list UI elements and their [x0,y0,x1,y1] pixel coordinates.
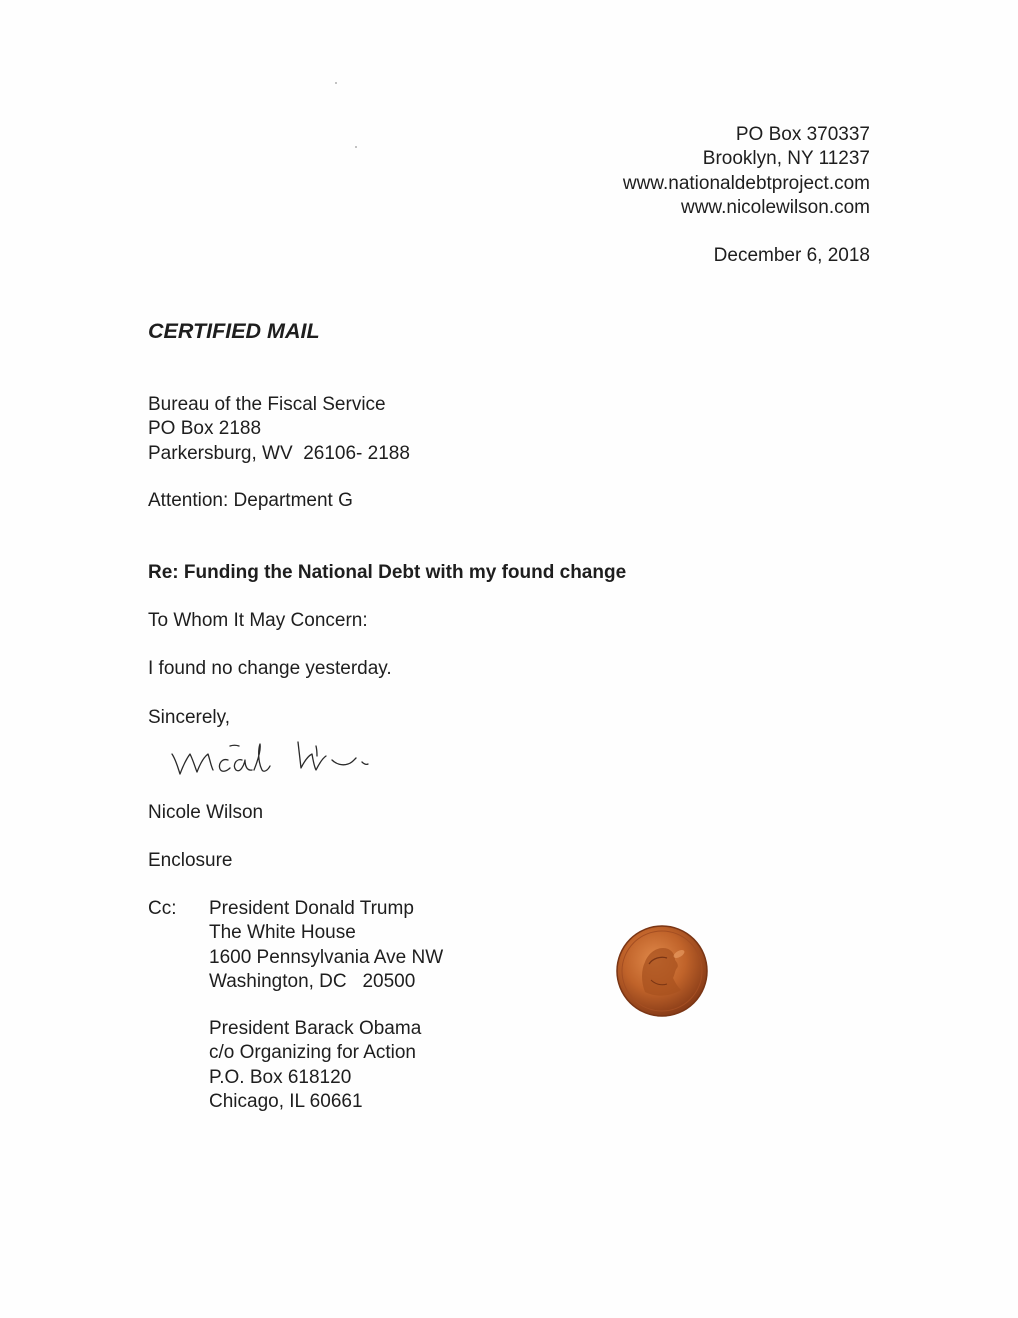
sender-po-box: PO Box 370337 [735,124,870,145]
cc-recipient-street: 1600 Pennsylvania Ave NW [209,946,444,968]
cc-label: Cc: [148,898,177,919]
cc-recipient [209,1017,421,1114]
sender-city: Brooklyn, NY 11237 [702,148,870,170]
letter-body: I found no change yesterday. [148,658,392,679]
signature-icon [166,720,376,784]
attention-line: Attention: Department G [148,490,353,511]
letter-date: December 6, 2018 [713,245,870,266]
recipient-city: Parkersburg, WV 26106- 2188 [148,442,410,464]
cc-recipient-po-box: P.O. Box 618120 [209,1066,352,1088]
certified-mail-heading: CERTIFIED MAIL [148,319,320,343]
sender-website-1: www.nationaldebtproject.com [622,172,870,194]
cc-recipient-org: c/o Organizing for Action [209,1042,416,1064]
recipient-address [148,393,410,466]
cc-recipient-city: Chicago, IL 60661 [209,1090,363,1112]
cc-recipient-name: President Barack Obama [209,1018,422,1039]
recipient-name: Bureau of the Fiscal Service [148,394,386,415]
enclosure-note: Enclosure [148,850,233,871]
scan-speck [335,82,337,84]
scan-speck [355,146,357,148]
penny-coin-icon [615,924,709,1018]
salutation: To Whom It May Concern: [148,610,368,631]
closing: Sincerely, [148,707,231,728]
sender-address [623,123,870,220]
recipient-po-box: PO Box 2188 [148,418,262,440]
signer-name: Nicole Wilson [148,802,264,823]
cc-recipient-name: President Donald Trump [209,898,414,919]
cc-recipient-city: Washington, DC 20500 [209,970,416,992]
cc-recipient [209,897,443,994]
subject-line: Re: Funding the National Debt with my found change [148,562,627,583]
cc-recipient-org: The White House [209,922,356,944]
sender-website-2: www.nicolewilson.com [680,196,870,218]
